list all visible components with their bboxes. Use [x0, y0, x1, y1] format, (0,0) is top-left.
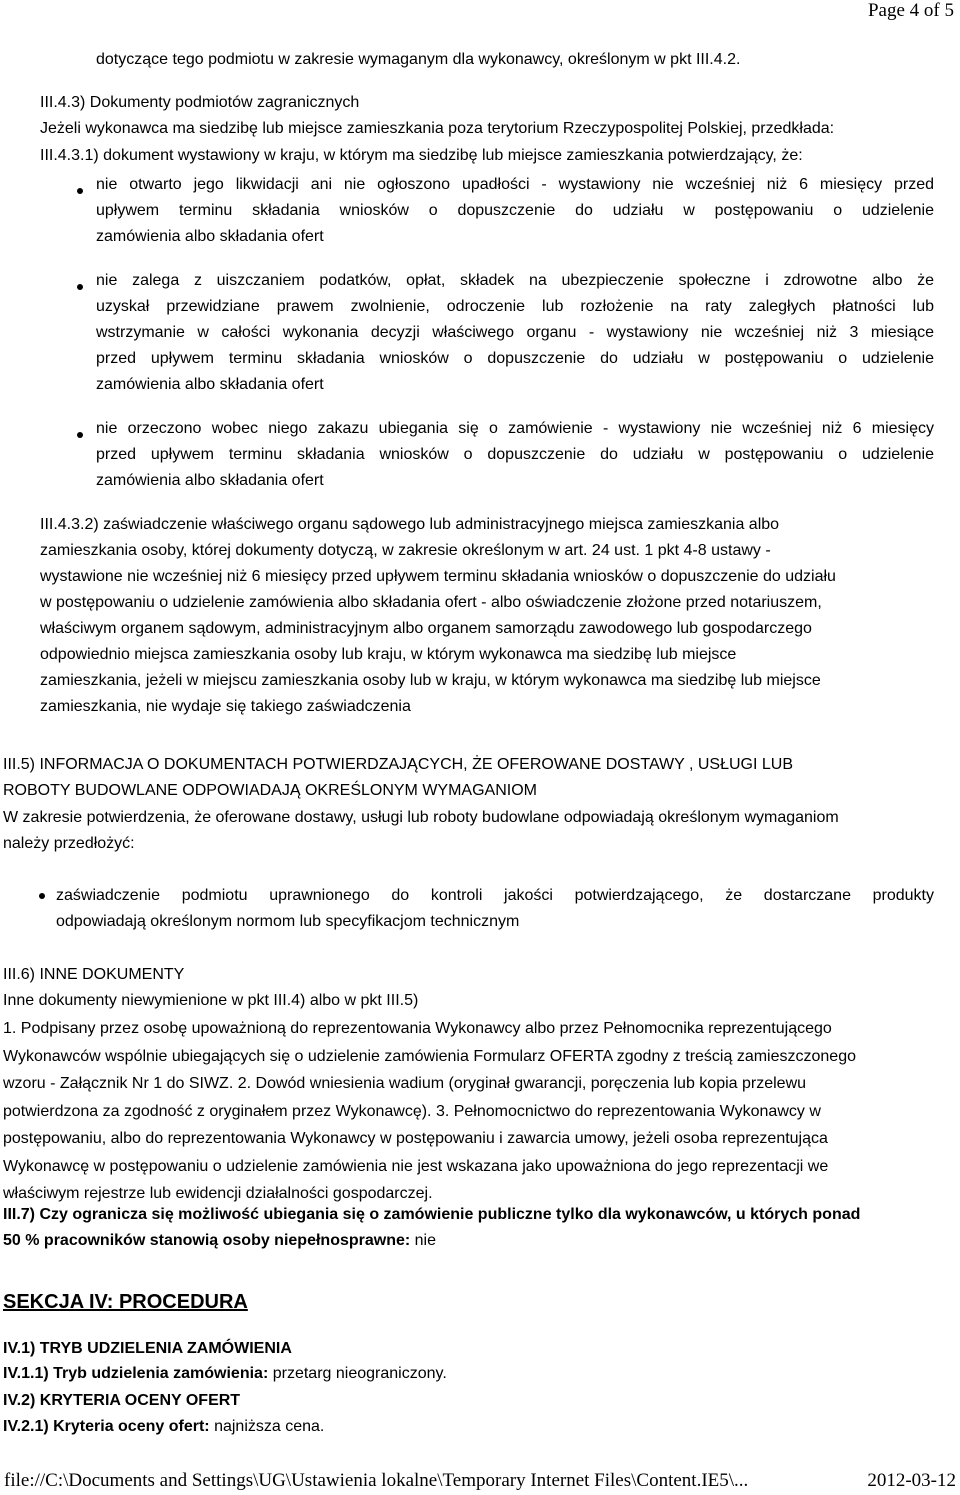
field-label: IV.1.1) Tryb udzielenia zamówienia: [3, 1365, 269, 1382]
text-line: wstrzymanie w całości wykonania decyzji właściwego organu - wystawiony nie wcześniej niż 3 miesiące [96, 324, 934, 341]
list-item [96, 416, 934, 494]
text-line: wzoru - Załącznik Nr 1 do SIWZ. 2. Dowód wniesienia wadium (oryginał gwarancji, poręczenia lub kopia przelewu [3, 1075, 807, 1092]
text-line: nie orzeczono wobec niego zakazu ubiegania się o zamówienie - wystawiony nie wcześniej niż 6 miesięcy [96, 420, 934, 437]
text-line: upływem terminu składania wniosków o dopuszczenie do udziału w postępowaniu o udzielenie [96, 202, 934, 219]
text-line: ROBOTY BUDOWLANE ODPOWIADAJĄ OKREŚLONYM WYMAGANIOM [3, 782, 537, 799]
section-lead-36: Inne dokumenty niewymienione w pkt III.4) albo w pkt III.5) [3, 992, 419, 1009]
section-37 [3, 1202, 860, 1254]
text-line: właściwym rejestrze lub ewidencji działalności gospodarczej. [3, 1185, 433, 1202]
text-line: III.7) Czy ogranicza się możliwość ubiegania się o zamówienie publiczne tylko dla wykonawców, u których ponad [3, 1206, 861, 1223]
section-heading-36: III.6) INNE DOKUMENTY [3, 966, 185, 983]
text-line: zaświadczenie podmiotu uprawnionego do kontroli jakości potwierdzającego, że dostarczane produkty [56, 887, 934, 904]
text-line: zamówienia albo składania ofert [96, 376, 324, 393]
text-line: zamieszkania osoby, której dokumenty dotyczą, w zakresie określonym w art. 24 ust. 1 pkt 4-8 ustawy - [40, 542, 771, 559]
field-label: IV.2.1) Kryteria oceny ofert: [3, 1418, 210, 1435]
text-line: W zakresie potwierdzenia, że oferowane dostawy, usługi lub roboty budowlane odpowiadają określonym wymaganiom [3, 809, 839, 826]
section-lead-35 [3, 805, 839, 857]
heading-iv2: IV.2) KRYTERIA OCENY OFERT [3, 1392, 241, 1409]
bullet-dot [39, 893, 45, 899]
text-line: nie zalega z uiszczaniem podatków, opłat, składek na ubezpieczenie społeczne i zdrowotne albo że [96, 272, 934, 289]
section-heading-35 [3, 752, 793, 804]
list-item [96, 268, 934, 398]
bullet-dot [77, 432, 83, 438]
bullet-dot [77, 188, 83, 194]
text-line: postępowaniu, albo do reprezentowania Wykonawcy w postępowaniu i zawarcia umowy, jeżeli osoba reprezentująca [3, 1130, 828, 1147]
text-line: zamieszkania, jeżeli w miejscu zamieszkania osoby lub w kraju, w którym wykonawca ma siedzibę lub miejsce [40, 672, 821, 689]
field-value: przetarg nieograniczony. [272, 1365, 447, 1382]
bullet-dot [77, 284, 83, 290]
text-line: uzyskał przewidziane prawem zwolnienie, odroczenie lub rozłożenie na raty zaległych płatności lub [96, 298, 934, 315]
list-item [96, 172, 934, 250]
text-line: przed upływem terminu składania wniosków o dopuszczenie do udziału w postępowaniu o udzielenie [96, 350, 934, 367]
text-line: nie otwarto jego likwidacji ani nie ogłoszono upadłości - wystawiony nie wcześniej niż 6 miesięcy przed [96, 176, 934, 193]
field-value: najniższa cena. [214, 1418, 325, 1435]
list-item [56, 883, 934, 935]
text-line: III.5) INFORMACJA O DOKUMENTACH POTWIERDZAJĄCYCH, ŻE OFEROWANE DOSTAWY , USŁUGI LUB [3, 756, 793, 773]
heading-iv1: IV.1) TRYB UDZIELENIA ZAMÓWIENIA [3, 1340, 292, 1357]
footer-path: file://C:\Documents and Settings\UG\Ustawienia lokalne\Temporary Internet Files\Content.IE5\... [4, 1470, 749, 1491]
text-line: Wykonawcę w postępowaniu o udzielenie zamówienia nie jest wskazana jako upoważniona do jego reprezentacji we [3, 1157, 829, 1175]
section-title-iv: SEKCJA IV: PROCEDURA [3, 1291, 248, 1313]
item-heading-3431: III.4.3.1) dokument wystawiony w kraju, w którym ma siedzibę lub miejsce zamieszkania potwierdzający, że: [40, 147, 803, 164]
text-line: właściwym organem sądowym, administracyjnym albo organem samorządu zawodowego lub gospodarczego [40, 620, 812, 637]
intro-line: dotyczące tego podmiotu w zakresie wymaganym dla wykonawcy, określonym w pkt III.4.2. [96, 51, 741, 68]
row-iv21 [3, 1414, 324, 1440]
text-line: należy przedłożyć: [3, 835, 135, 852]
text-line: 1. Podpisany przez osobę upoważnioną do reprezentowania Wykonawcy albo przez Pełnomocnika reprezentującego [3, 1020, 832, 1037]
answer-value: nie [414, 1232, 437, 1249]
page-number: Page 4 of 5 [867, 0, 954, 21]
text-line: III.4.3.2) zaświadczenie właściwego organu sądowego lub administracyjnego miejsca zamieszkania albo [40, 516, 780, 533]
text-line: zamówienia albo składania ofert [96, 228, 324, 245]
item-3432 [40, 512, 836, 720]
text-line: przed upływem terminu składania wniosków o dopuszczenie do udziału w postępowaniu o udzielenie [96, 446, 934, 463]
text-line: odpowiadają określonym normom lub specyfikacjom technicznym [56, 913, 520, 930]
footer-date: 2012-03-12 [867, 1470, 956, 1491]
text-line: zamówienia albo składania ofert [96, 472, 324, 489]
text-line: potwierdzona za zgodność z oryginałem przez Wykonawcę). 3. Pełnomocnictwo do reprezentowania Wykonawcy w [3, 1102, 821, 1120]
section-body-36 [3, 1015, 856, 1208]
text-line: wystawione nie wcześniej niż 6 miesięcy przed upływem terminu składania wniosków o dopuszczenie do udziału [40, 568, 836, 585]
text-line: 50 % pracowników stanowią osoby niepełnosprawne: [3, 1232, 411, 1249]
row-iv11 [3, 1361, 447, 1387]
text-line: Wykonawców wspólnie ubiegających się o udzielenie zamówienia Formularz OFERTA zgodny z treścią zamieszczonego [3, 1047, 856, 1065]
text-line: odpowiednio miejsca zamieszkania osoby lub kraju, w którym wykonawca ma siedzibę lub miejsce [40, 646, 737, 663]
section-lead-343: Jeżeli wykonawca ma siedzibę lub miejsce zamieszkania poza terytorium Rzeczypospolitej Polskiej, przedkłada: [40, 120, 835, 137]
text-line: w postępowaniu o udzielenie zamówienia albo składania ofert - albo oświadczenie złożone przed notariuszem, [40, 594, 822, 611]
text-line: zamieszkania, nie wydaje się takiego zaświadczenia [40, 698, 411, 715]
section-heading-343: III.4.3) Dokumenty podmiotów zagranicznych [40, 94, 360, 111]
